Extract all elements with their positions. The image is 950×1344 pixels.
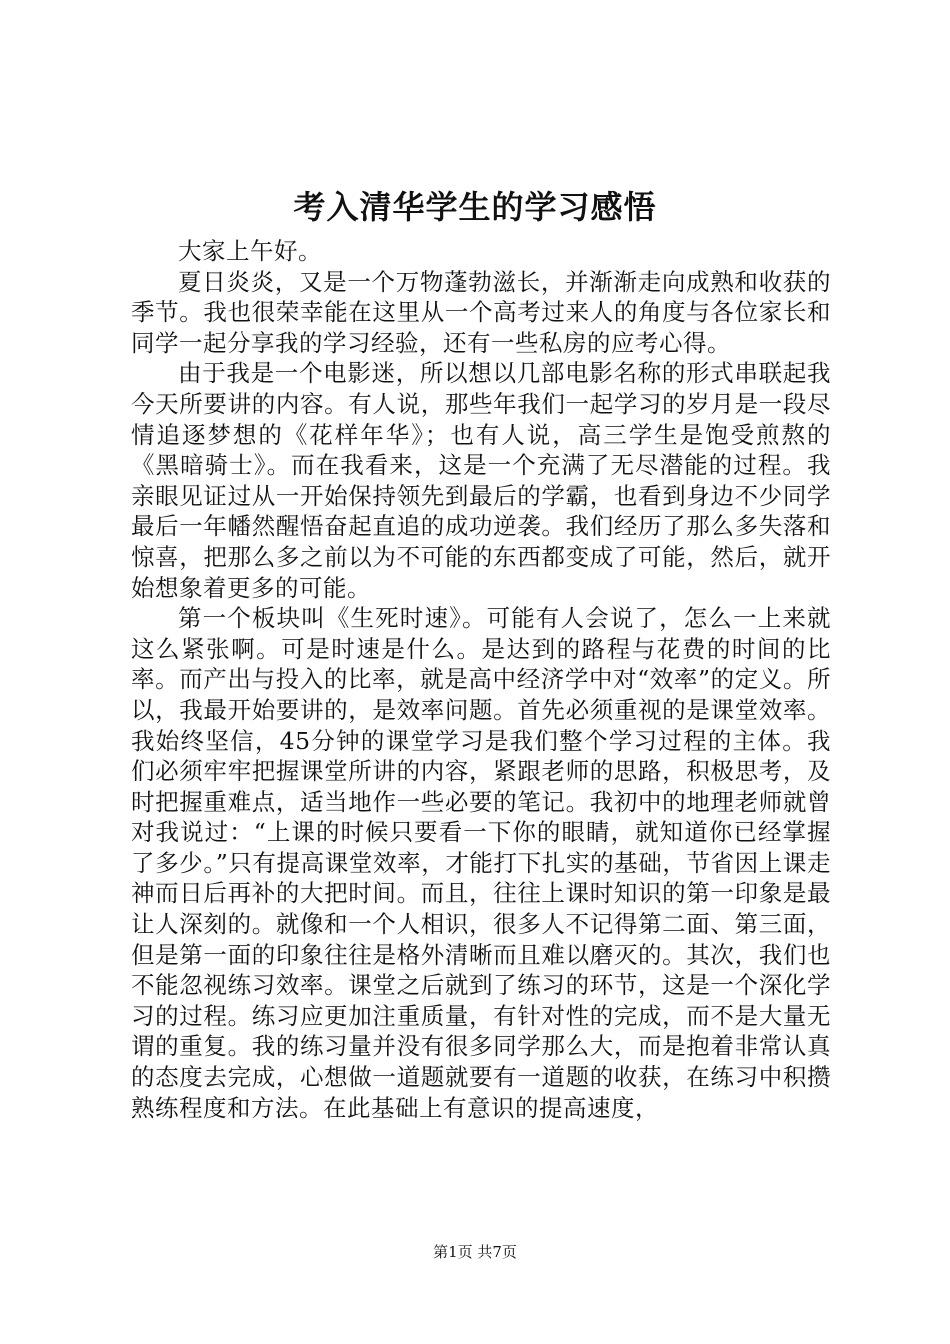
document-title: 考入清华学生的学习感悟 <box>293 188 657 226</box>
document-body <box>131 236 831 1123</box>
paragraph-intro: 夏日炎炎，又是一个万物蓬勃滋长，并渐渐走向成熟和收获的季节。我也很荣幸能在这里从一个高考过来人的角度与各位家长和同学一起分享我的学习经验，还有一些私房的应考心得。 <box>131 267 831 357</box>
page-number: 第1页 共7页 <box>433 1243 517 1261</box>
paragraph-greeting: 大家上午好。 <box>178 237 322 265</box>
paragraph-efficiency: 第一个板块叫《生死时速》。可能有人会说了，怎么一上来就这么紧张啊。可是时速是什么。是达到的路程与花费的时间的比率。而产出与投入的比率，就是高中经济学中对“效率”的定义。所以，我最开始要讲的，是效率问题。首先必须重视的是课堂效率。我始终坚信，45分钟的课堂学习是我们整个学习过程的主体。我们必须牢牢把握课堂所讲的内容，紧跟老师的思路，积极思考，及时把握重难点，适当地作一些必要的笔记。我初中的地理老师就曾对我说过：“上课的时候只要看一下你的眼睛，就知道你已经掌握了多少。”只有提高课堂效率，才能打下扎实的基础，节省因上课走神而日后再补的大把时间。而且，往往上课时知识的第一印象是最让人深刻的。就像和一个人相识，很多人不记得第二面、第三面，但是第一面的印象往往是格外清晰而且难以磨灭的。其次，我们也不能忽视练习效率。课堂之后就到了练习的环节，这是一个深化学习的过程。练习应更加注重质量，有针对性的完成，而不是大量无谓的重复。我的练习量并没有很多同学那么大，而是抱着非常认真的态度去完成，心想做一道题就要有一道题的收获，在练习中积攒熟练程度和方法。在此基础上有意识的提高速度， <box>131 604 831 1122</box>
paragraph-movies: 由于我是一个电影迷，所以想以几部电影名称的形式串联起我今天所要讲的内容。有人说，那些年我们一起学习的岁月是一段尽情追逐梦想的《花样年华》；也有人说，高三学生是饱受煎熬的《黑暗骑士》。而在我看来，这是一个充满了无尽潜能的过程。我亲眼见证过从一开始保持领先到最后的学霸，也看到身边不少同学最后一年幡然醒悟奋起直追的成功逆袭。我们经历了那么多失落和惊喜，把那么多之前以为不可能的东西都变成了可能，然后，就开始想象着更多的可能。 <box>131 359 831 602</box>
